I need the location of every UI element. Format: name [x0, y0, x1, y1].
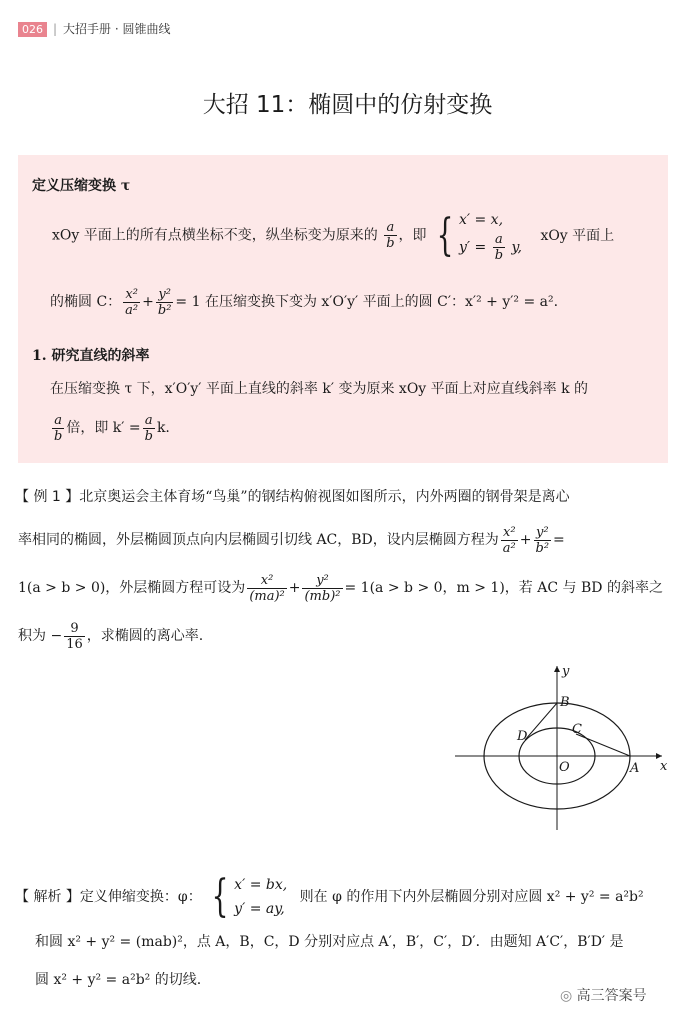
watermark: ◎ 高三答案号	[560, 988, 647, 1004]
definition-line-2: 的椭圆 C： $\frac{\text{x²}}{\text{a²}}$ + $\frac{\text{y²}}{\text{b²}}$ = 1 在压缩变换下变为 x′O′y′ 平面上的圆 C′：x′² + y′² = a².	[50, 286, 559, 318]
example-line-3: 1(a > b > 0)，外层椭圆方程可设为 $\frac{\text{x²}}{\text{(ma)²}}$ + $\frac{\text{y²}}{\text{(mb)²}}$ = 1(a > b > 0，m > 1)，若 AC 与 BD 的斜率之	[18, 572, 663, 604]
solution-line-3: 圆 x² + y² = a²b² 的切线.	[35, 972, 202, 988]
section-line-1: 在压缩变换 τ 下，x′O′y′ 平面上直线的斜率 k′ 变为原来 xOy 平面上对应直线斜率 k 的	[50, 381, 589, 397]
fraction-a-over-b: $\frac{a}{b}$	[386, 220, 395, 251]
label-d: D	[517, 729, 528, 744]
brace-icon: {	[211, 871, 229, 922]
stretch-system: x′ = bx, y′ = ay,	[234, 877, 288, 917]
page-number: 026	[18, 22, 47, 37]
wechat-icon: ◎	[560, 988, 577, 1004]
brace-icon: {	[436, 209, 454, 261]
page-title: 大招 11：椭圆中的仿射变换	[202, 92, 493, 118]
book-title: 大招手册 · 圆锥曲线	[63, 22, 171, 36]
example-tag: 【 例 1 】	[15, 489, 80, 505]
example-line-4: 积为 − $\frac{9}{16}$ ，求椭圆的离心率.	[18, 620, 204, 652]
section-heading: 1. 研究直线的斜率	[32, 348, 150, 364]
definition-line-1: xOy 平面上的所有点横坐标不变，纵坐标变为原来的 $\frac{a}{b}$ ，即 { x′ = x, y′ = $\frac{a}{b}$ y, xOy 平面上	[52, 209, 615, 263]
tangent-bd	[525, 703, 557, 740]
label-o: O	[559, 760, 570, 775]
label-c: C	[572, 722, 582, 737]
tangent-ac	[576, 734, 630, 756]
ellipse-figure	[450, 660, 675, 835]
example-line-1: 【 例 1 】北京奥运会主体育场“鸟巢”的钢结构俯视图如图所示，内外两圈的钢骨架是离心	[15, 489, 570, 505]
definition-heading: 定义压缩变换 τ	[32, 178, 131, 194]
label-y: y	[562, 664, 570, 679]
solution-tag: 【 解析 】	[15, 889, 80, 905]
section-line-2: $\frac{a}{b}$ 倍，即 k′ = $\frac{a}{b}$ k.	[54, 412, 170, 444]
label-b: B	[560, 695, 570, 710]
label-x: x	[660, 759, 668, 774]
compress-system: x′ = x, y′ = $\frac{a}{b}$ y,	[458, 212, 522, 263]
page-header: 026 | 大招手册 · 圆锥曲线	[18, 20, 171, 37]
label-a: A	[630, 761, 640, 776]
solution-line-2: 和圆 x² + y² = (mab)²，点 A，B，C，D 分别对应点 A′，B′，C′，D′．由题知 A′C′，B′D′ 是	[35, 934, 624, 950]
solution-line-1: 【 解析 】定义伸缩变换：φ： { x′ = bx, y′ = ay, 则在 φ 的作用下内外层椭圆分别对应圆 x² + y² = a²b²	[15, 871, 644, 922]
example-line-2: 率相同的椭圆，外层椭圆顶点向内层椭圆引切线 AC，BD，设内层椭圆方程为 $\frac{\text{x²}}{\text{a²}}$ + $\frac{\text{y²}}{\text{b²}}$ =	[18, 524, 565, 556]
